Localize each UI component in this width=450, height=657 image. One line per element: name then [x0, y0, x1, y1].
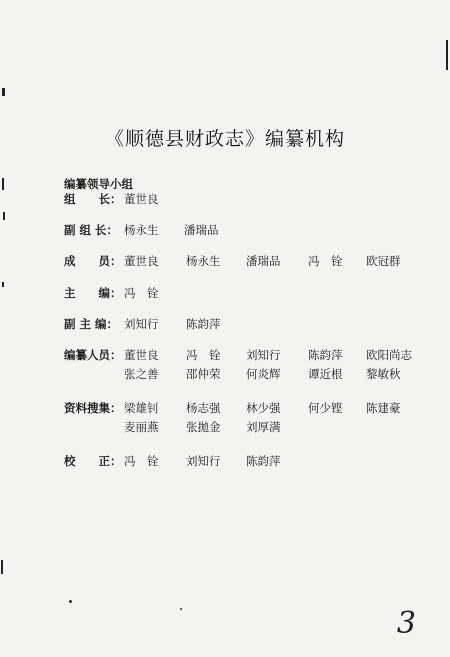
scan-edge-mark [2, 282, 4, 287]
member-name: 陈建豪 [366, 401, 401, 415]
member-name: 董世良 [124, 192, 159, 206]
member-name: 张之善 [124, 367, 159, 381]
scan-edge-mark [446, 40, 448, 70]
member-name: 冯 铨 [308, 254, 343, 268]
member-name: 邵仲荣 [186, 367, 221, 381]
member-name: 欧冠群 [366, 254, 401, 268]
member-name: 陈韵萍 [308, 348, 343, 362]
member-name: 董世良 [124, 254, 159, 268]
member-name: 杨永生 [186, 254, 221, 268]
scan-edge-mark [3, 212, 5, 220]
member-name: 陈韵萍 [246, 454, 281, 468]
section-heading: 编纂领导小组 [64, 177, 133, 191]
row-label: 组 长： [64, 192, 122, 206]
member-name: 陈韵萍 [186, 317, 221, 331]
page-number: 3 [396, 606, 416, 641]
member-name: 何炎辉 [246, 367, 281, 381]
scan-speck [180, 608, 182, 610]
member-name: 冯 铨 [124, 454, 159, 468]
row-label: 成 员： [64, 254, 122, 268]
member-name: 黎敏秋 [366, 367, 401, 381]
member-name: 何少铿 [308, 401, 343, 415]
member-name: 冯 铨 [124, 286, 159, 300]
member-name: 刘知行 [124, 317, 159, 331]
member-name: 梁雄钊 [124, 401, 159, 415]
page-title: 《顺德县财政志》编纂机构 [104, 128, 345, 150]
member-name: 杨永生 [124, 223, 159, 237]
member-name: 冯 铨 [186, 348, 221, 362]
scan-edge-mark [2, 88, 5, 96]
row-label: 副 组 长： [64, 223, 119, 237]
row-label: 编纂人员： [64, 348, 122, 362]
row-label: 校 正： [64, 454, 122, 468]
scan-edge-mark [2, 178, 4, 190]
row-label: 资料搜集： [64, 401, 122, 415]
member-name: 潘瑞品 [246, 254, 281, 268]
member-name: 张拋金 [186, 420, 221, 434]
member-name: 麦丽燕 [124, 420, 159, 434]
member-name: 刘知行 [246, 348, 281, 362]
member-name: 谭近根 [308, 367, 343, 381]
row-label: 主 编： [64, 286, 122, 300]
member-name: 董世良 [124, 348, 159, 362]
row-label: 副 主 编： [64, 317, 119, 331]
member-name: 刘知行 [186, 454, 221, 468]
scan-speck [69, 600, 72, 603]
member-name: 欧阳尚志 [366, 348, 412, 362]
member-name: 刘厚满 [246, 420, 281, 434]
member-name: 杨志强 [186, 401, 221, 415]
member-name: 林少强 [246, 401, 281, 415]
member-name: 潘瑞品 [184, 223, 219, 237]
scan-edge-mark [1, 560, 3, 574]
